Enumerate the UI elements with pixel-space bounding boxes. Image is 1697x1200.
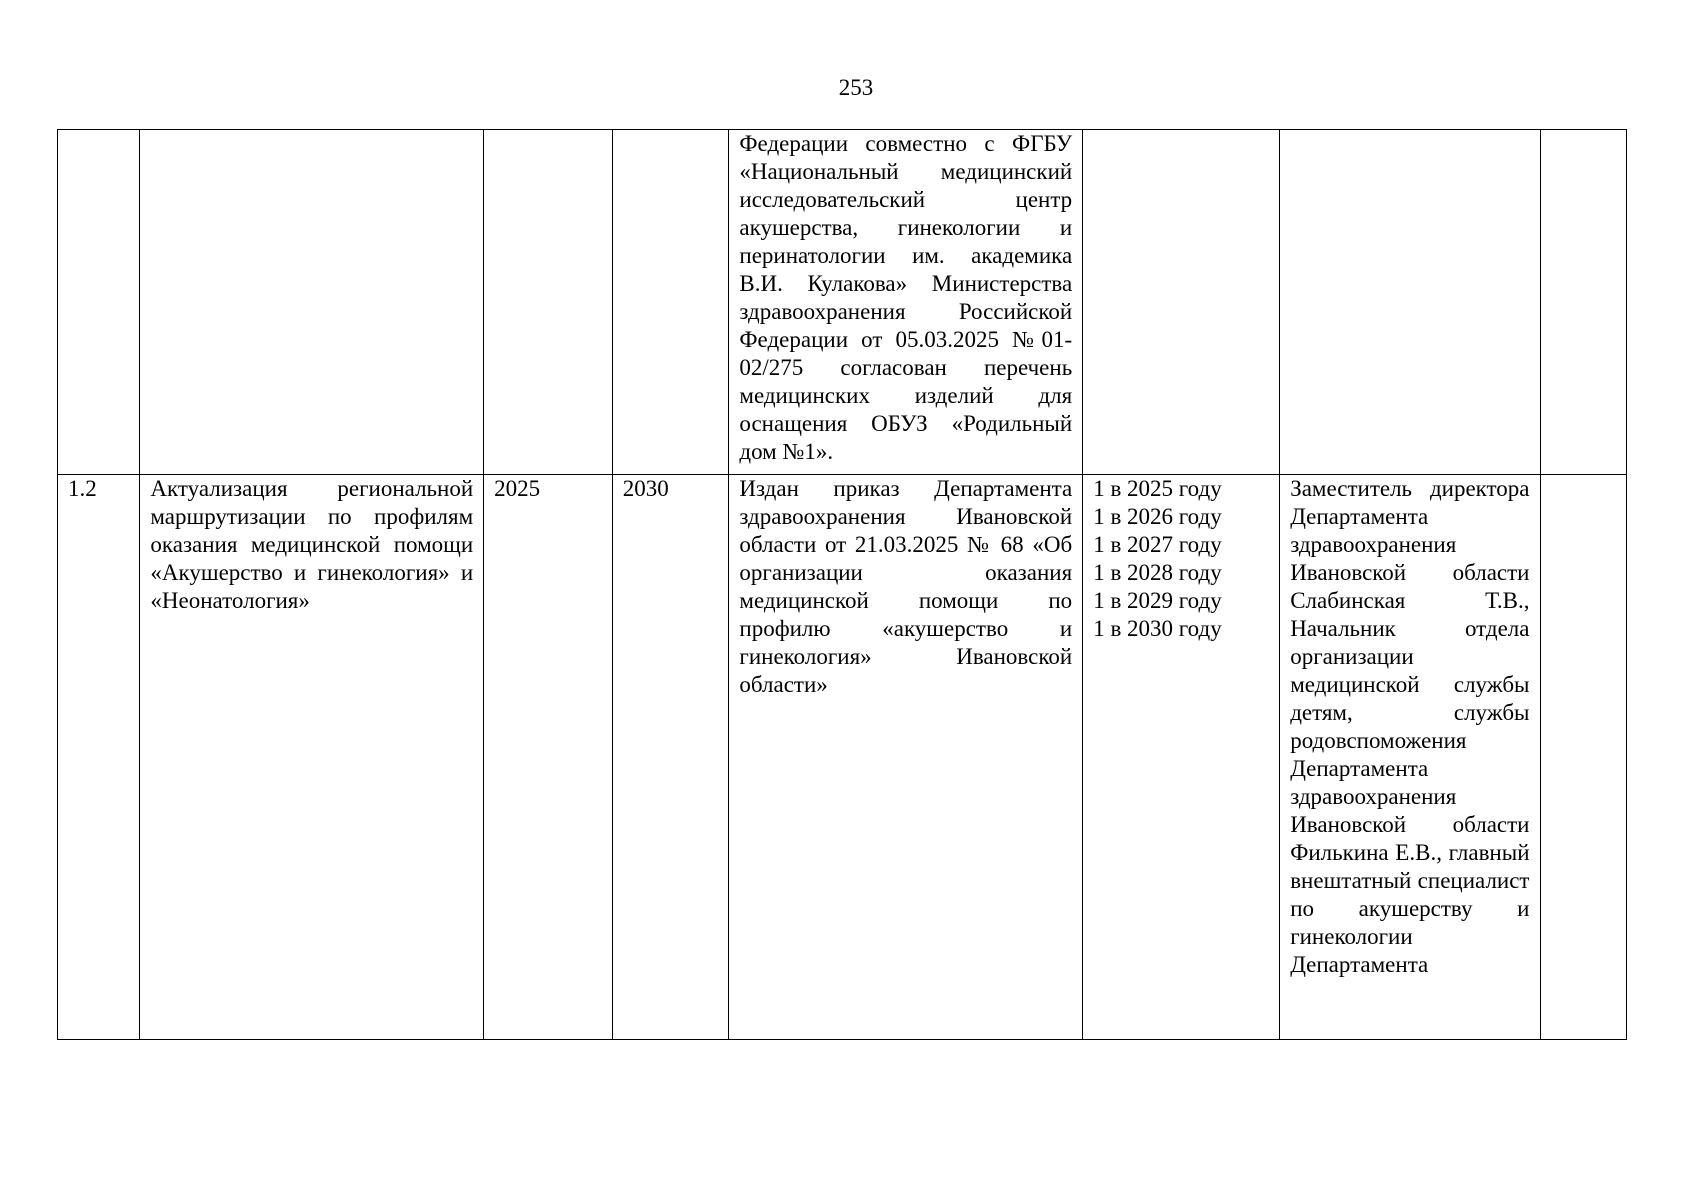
indicator-line: 1 в 2025 году — [1093, 476, 1222, 501]
cell-extra — [1540, 130, 1627, 475]
cell-indicator — [1083, 475, 1280, 1040]
indicator-line: 1 в 2028 году — [1093, 560, 1222, 585]
cell-start-year — [484, 130, 613, 475]
indicator-line: 1 в 2026 году — [1093, 504, 1222, 529]
indicator-line: 1 в 2027 году — [1093, 532, 1222, 557]
cell-activity — [140, 130, 484, 475]
table-row — [58, 130, 1627, 475]
page-number: 253 — [838, 75, 874, 100]
cell-activity: Актуализация региональной маршрутизации по профилям оказания медицинской помощи «Акушерство и гинекология» и «Неонатология» — [140, 475, 484, 1040]
cell-num — [58, 130, 140, 475]
cell-num: 1.2 — [58, 475, 140, 1040]
cell-extra — [1540, 475, 1627, 1040]
cell-result: Издан приказ Департамента здравоохранения Ивановской области от 21.03.2025 № 68 «Об организации оказания медицинской помощи по профилю «акушерство и гинекология» Ивановской области» — [729, 475, 1083, 1040]
indicator-line: 1 в 2029 году — [1093, 588, 1222, 613]
cell-indicator — [1083, 130, 1280, 475]
cell-start-year: 2025 — [484, 475, 613, 1040]
cell-responsible — [1280, 130, 1540, 475]
cell-result: Федерации совместно с ФГБУ «Национальный медицинский исследовательский центр акушерства, гинекологии и перинатологии им. академика В.И. Кулакова» Министерства здравоохранения Российской Федерации от 05.03.2025 №01-02/275 согласован перечень медицинских изделий для оснащения ОБУЗ «Родильный дом №1». — [729, 130, 1083, 475]
cell-end-year — [612, 130, 729, 475]
measures-table — [57, 129, 1627, 1040]
indicator-line: 1 в 2030 году — [1093, 616, 1222, 641]
cell-responsible: Заместитель директора Департамента здравоохранения Ивановской области Слабинская Т.В., Начальник отдела организации медицинской службы детям, службы родовспоможения Департамента здравоохранения Ивановской области Филькина Е.В., главный внештатный специалист по акушерству и гинекологии Департамента — [1280, 475, 1540, 1040]
table-row — [58, 475, 1627, 1040]
cell-end-year: 2030 — [612, 475, 729, 1040]
